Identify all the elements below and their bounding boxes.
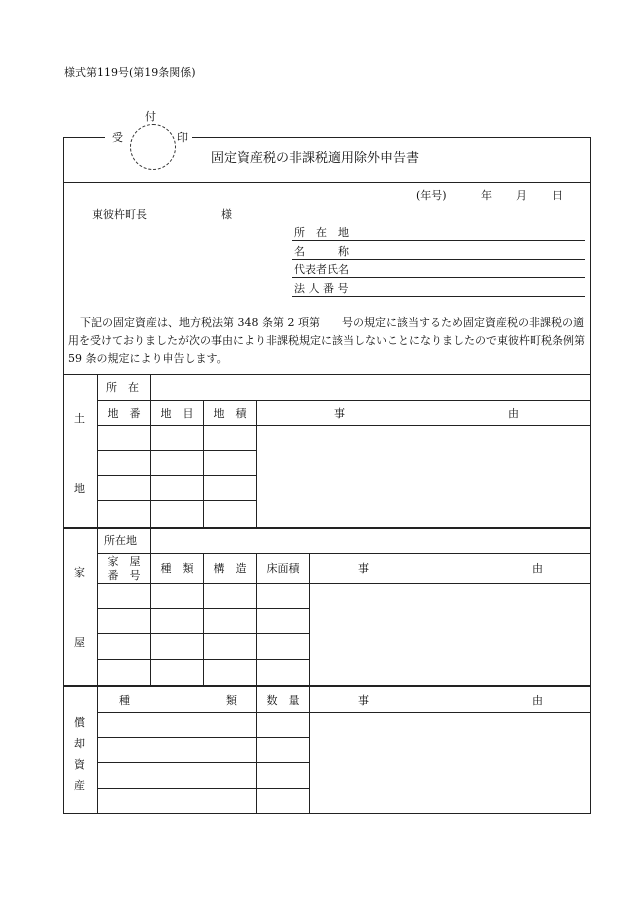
depreciable-row-line-1	[97, 737, 310, 738]
title-separator	[63, 182, 591, 183]
house-header-reason-1: 事	[358, 562, 369, 575]
stamp-char-top: 付	[145, 110, 156, 123]
land-location-field[interactable]	[151, 375, 589, 400]
land-row-line-1	[97, 450, 257, 451]
depreciable-reason-field[interactable]	[310, 713, 589, 813]
depreciable-char-3: 資	[74, 758, 85, 771]
depreciable-header-type-2: 類	[226, 694, 237, 707]
land-char-2: 地	[74, 482, 85, 495]
frame-top-right	[192, 137, 590, 138]
depreciable-label-divider	[97, 686, 98, 814]
house-location-label: 所在地	[104, 534, 137, 547]
house-number-label-1: 家 屋	[107, 555, 141, 568]
house-row-line-1	[97, 608, 310, 609]
house-header-reason-2: 由	[532, 562, 543, 575]
land-col-divider-2	[203, 400, 204, 528]
land-row-line-2	[97, 475, 257, 476]
land-header-reason-1: 事	[334, 407, 345, 420]
house-char-2: 屋	[74, 636, 85, 649]
stamp-char-left: 受	[112, 131, 123, 144]
depreciable-header-reason-2: 由	[532, 694, 543, 707]
applicant-name-field[interactable]	[292, 259, 585, 260]
addressee-name: 東彼杵町長	[92, 208, 147, 221]
depreciable-char-2: 却	[74, 737, 85, 750]
frame-bottom	[63, 813, 591, 814]
land-char-1: 土	[74, 412, 85, 425]
land-location-label: 所 在	[106, 381, 139, 394]
house-location-field[interactable]	[151, 529, 589, 553]
house-header-floor-area: 床面積	[266, 562, 300, 575]
form-number: 様式第119号(第19条関係)	[64, 66, 196, 79]
applicant-representative-label: 代表者氏名	[294, 263, 349, 276]
statement-text: 下記の固定資産は、地方税法第 348 条第 2 項第 号の規定に該当するため固定資産税の非課税の適用を受けておりましたが次の事由により非課税規定に該当しないことになりましたので東彼杵町税条例第 59 条の規定により申告します。	[68, 316, 585, 365]
applicant-address-field[interactable]	[292, 240, 585, 241]
land-col-divider-1	[150, 400, 151, 528]
date-day: 日	[552, 189, 563, 202]
house-number-label-2: 番 号	[107, 569, 141, 582]
frame-top-left	[63, 137, 105, 138]
house-label-divider	[97, 528, 98, 686]
land-header-area: 地 積	[213, 407, 247, 420]
depreciable-row-line-2	[97, 762, 310, 763]
depreciable-header-reason-1: 事	[358, 694, 369, 707]
applicant-corp-number-field[interactable]	[292, 296, 585, 297]
land-label-divider	[97, 374, 98, 528]
house-header-type: 種 類	[160, 562, 194, 575]
land-row-line-3	[97, 500, 257, 501]
frame-left	[63, 137, 64, 814]
applicant-corp-number-label: 法 人 番 号	[294, 282, 349, 295]
land-header-category: 地 目	[160, 407, 194, 420]
depreciable-char-4: 産	[74, 779, 85, 792]
stamp-char-right: 印	[177, 131, 188, 144]
depreciable-col-divider-1	[256, 686, 257, 814]
applicant-representative-field[interactable]	[292, 277, 585, 278]
house-location-bottom	[97, 553, 591, 554]
land-header-reason-2: 由	[508, 407, 519, 420]
date-month: 月	[516, 189, 527, 202]
depreciable-char-1: 償	[74, 716, 85, 729]
house-reason-field[interactable]	[310, 584, 589, 685]
house-bottom-border	[63, 685, 591, 687]
applicant-name-label: 名 称	[294, 245, 349, 258]
form-title: 固定資産税の非課税適用除外申告書	[210, 151, 419, 166]
house-row-line-2	[97, 633, 310, 634]
date-year: 年	[481, 189, 492, 202]
house-char-1: 家	[74, 566, 85, 579]
depreciable-header-quantity: 数 量	[266, 694, 300, 707]
land-location-bottom	[97, 400, 591, 401]
house-col-divider-1	[150, 553, 151, 686]
depreciable-row-line-3	[97, 788, 310, 789]
house-row-line-3	[97, 659, 310, 660]
depreciable-header-type-1: 種	[119, 694, 130, 707]
date-era: (年号)	[416, 189, 447, 202]
house-header-structure: 構 造	[213, 562, 247, 575]
house-col-divider-3	[256, 553, 257, 686]
land-header-lot-number: 地 番	[107, 407, 141, 420]
land-reason-field[interactable]	[257, 426, 589, 527]
addressee-honorific: 様	[221, 208, 232, 221]
applicant-address-label: 所 在 地	[294, 226, 349, 239]
house-col-divider-2	[203, 553, 204, 686]
